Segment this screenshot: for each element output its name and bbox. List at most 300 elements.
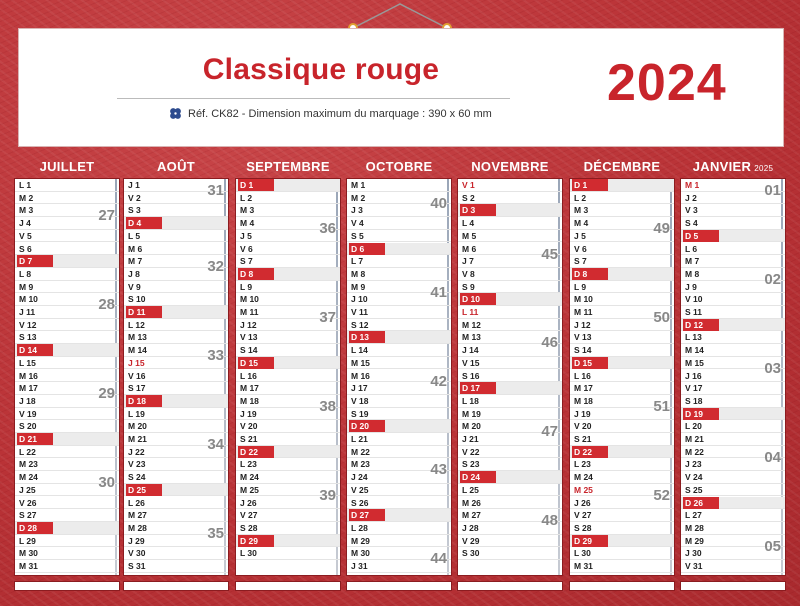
day-label: L 30 [574, 548, 591, 559]
day-row [15, 192, 119, 205]
month-heading [123, 158, 229, 176]
day-label: S 5 [351, 230, 364, 241]
day-row [124, 509, 228, 522]
day-row [570, 192, 674, 205]
day-label: L 28 [351, 522, 368, 533]
day-row [570, 179, 674, 192]
saint-placeholder [721, 510, 771, 520]
saint-placeholder [164, 459, 214, 469]
day-row [458, 204, 562, 217]
day-label: S 13 [19, 332, 37, 343]
day-label: D 13 [349, 331, 385, 343]
day-label: M 11 [240, 307, 259, 317]
saint-placeholder [610, 371, 660, 381]
month-column [680, 178, 786, 576]
day-label: M 8 [351, 268, 366, 279]
day-label: D 28 [17, 522, 53, 534]
day-label: M 15 [685, 357, 704, 368]
day-label: J 1 [128, 180, 140, 190]
day-label: J 22 [128, 446, 145, 457]
saint-placeholder [276, 256, 326, 266]
saint-placeholder [55, 332, 105, 342]
month-column [346, 178, 452, 576]
day-label: J 5 [574, 230, 586, 241]
month-name: JANVIER [692, 159, 752, 174]
day-label: V 20 [240, 421, 258, 432]
day-row [458, 306, 562, 319]
month-year-suffix: 2025 [754, 164, 774, 173]
week-number: 37 [319, 309, 336, 326]
month-heading [680, 158, 786, 176]
saint-placeholder [55, 231, 105, 241]
week-number: 40 [430, 194, 447, 212]
saint-placeholder [276, 472, 326, 482]
day-label: V 13 [574, 332, 592, 343]
day-row [681, 204, 785, 217]
day-label: J 10 [351, 294, 368, 305]
day-label: S 31 [128, 561, 146, 571]
day-row [15, 509, 119, 522]
saint-placeholder [55, 371, 105, 381]
day-label: J 30 [685, 548, 702, 559]
day-label: M 10 [240, 294, 259, 305]
saint-placeholder [610, 358, 660, 368]
week-number: 35 [207, 524, 224, 542]
day-label: S 6 [19, 243, 32, 254]
day-label: S 19 [351, 408, 369, 419]
saint-placeholder [276, 294, 326, 304]
day-row [15, 547, 119, 560]
day-label: S 11 [685, 307, 703, 317]
day-row [15, 357, 119, 370]
day-label: L 26 [128, 497, 145, 508]
month-footer [457, 581, 563, 591]
saint-placeholder [164, 421, 214, 431]
day-label: D 12 [683, 319, 719, 331]
day-row [458, 547, 562, 560]
day-label: S 9 [462, 281, 475, 292]
day-label: M 28 [128, 522, 147, 533]
day-row [15, 281, 119, 294]
week-number: 49 [653, 220, 670, 238]
day-label: J 7 [462, 256, 474, 267]
day-row [236, 547, 340, 560]
saint-placeholder [164, 510, 214, 520]
saint-placeholder [610, 193, 660, 203]
saint-placeholder [276, 205, 326, 215]
day-row [124, 281, 228, 294]
day-label: D 22 [238, 446, 274, 458]
month-name: NOVEMBRE [471, 159, 549, 174]
day-row [236, 458, 340, 471]
day-row [124, 382, 228, 395]
day-row [681, 408, 785, 421]
day-label: L 21 [351, 434, 368, 444]
saint-placeholder [55, 180, 105, 190]
day-label: M 3 [19, 205, 34, 216]
day-label: J 12 [574, 319, 591, 330]
day-label: M 17 [240, 383, 259, 394]
day-label: M 19 [462, 408, 481, 419]
week-number: 34 [207, 436, 224, 453]
day-label: J 5 [240, 230, 252, 241]
week-number: 01 [764, 182, 781, 199]
day-row [681, 420, 785, 433]
day-label: J 12 [240, 319, 257, 330]
day-row [458, 268, 562, 281]
saint-placeholder [721, 472, 771, 482]
saint-placeholder [164, 561, 214, 571]
day-row [681, 306, 785, 319]
saint-placeholder [610, 421, 660, 431]
week-number: 30 [98, 474, 115, 492]
day-label: S 20 [19, 421, 37, 432]
day-row [681, 509, 785, 522]
day-label: L 25 [462, 484, 479, 495]
week-number: 44 [430, 550, 447, 568]
saint-placeholder [164, 320, 214, 330]
day-row [124, 471, 228, 484]
day-label: M 23 [19, 459, 38, 470]
saint-placeholder [610, 548, 660, 558]
year-label: 2024 [607, 54, 727, 112]
saint-placeholder [498, 472, 548, 482]
day-row [570, 458, 674, 471]
saint-placeholder [498, 231, 548, 241]
saint-placeholder [721, 307, 771, 317]
saint-placeholder [610, 523, 660, 533]
saint-placeholder [721, 383, 771, 393]
saint-placeholder [721, 523, 771, 533]
day-row [458, 192, 562, 205]
saint-placeholder [164, 282, 214, 292]
day-label: M 18 [240, 395, 259, 406]
day-label: M 6 [462, 243, 477, 254]
saint-placeholder [721, 409, 771, 419]
day-label: J 19 [574, 408, 591, 419]
day-row [347, 357, 451, 370]
day-label: M 20 [128, 421, 147, 432]
day-row [681, 217, 785, 230]
day-row [458, 408, 562, 421]
day-row [236, 192, 340, 205]
week-number: 51 [653, 397, 670, 415]
day-label: M 24 [240, 472, 259, 483]
day-row [570, 382, 674, 395]
day-row [347, 446, 451, 459]
saint-placeholder [387, 231, 437, 241]
day-row [15, 179, 119, 192]
saint-placeholder [276, 421, 326, 431]
day-label: M 25 [574, 484, 593, 495]
saint-placeholder [276, 345, 326, 355]
day-row [570, 243, 674, 256]
day-row [570, 255, 674, 268]
saint-placeholder [721, 294, 771, 304]
saint-placeholder [498, 358, 548, 368]
day-label: M 13 [462, 332, 481, 343]
day-label: L 9 [574, 281, 587, 292]
day-label: J 29 [128, 535, 145, 546]
saint-placeholder [498, 383, 548, 393]
saint-placeholder [498, 205, 548, 215]
saint-placeholder [387, 345, 437, 355]
day-label: M 21 [685, 434, 704, 444]
day-label: M 1 [351, 180, 366, 190]
reference-text: Réf. CK82 - Dimension maximum du marquage : 390 x 60 mm [188, 107, 492, 120]
day-row [236, 446, 340, 459]
day-label: J 9 [685, 281, 697, 292]
month-name: AOÛT [156, 159, 196, 174]
day-label: M 12 [462, 319, 481, 330]
saint-placeholder [276, 447, 326, 457]
reference-line [169, 107, 492, 120]
saint-placeholder [387, 523, 437, 533]
day-row [124, 547, 228, 560]
day-row [236, 370, 340, 383]
day-row [570, 370, 674, 383]
day-label: D 1 [238, 179, 274, 191]
day-row [458, 230, 562, 243]
day-label: D 15 [572, 357, 608, 369]
week-number: 43 [430, 461, 447, 479]
month-column [235, 178, 341, 576]
day-label: L 4 [462, 218, 475, 229]
day-label: J 28 [462, 522, 479, 533]
saint-placeholder [610, 434, 660, 444]
day-label: J 17 [351, 383, 368, 394]
saint-placeholder [387, 396, 437, 406]
day-row [458, 281, 562, 294]
day-label: M 4 [240, 218, 255, 229]
week-number: 52 [653, 486, 670, 504]
day-label: M 7 [685, 256, 700, 267]
day-row [681, 522, 785, 535]
day-label: M 3 [574, 205, 589, 216]
saint-placeholder [610, 332, 660, 342]
day-row [347, 522, 451, 535]
day-label: S 30 [462, 548, 480, 559]
saint-placeholder [610, 294, 660, 304]
saint-placeholder [276, 536, 326, 546]
saint-placeholder [387, 409, 437, 419]
day-row [124, 243, 228, 256]
day-label: L 13 [685, 332, 702, 343]
day-label: L 2 [574, 192, 587, 203]
day-label: V 10 [685, 294, 703, 305]
day-label: D 17 [460, 382, 496, 394]
day-label: M 16 [351, 370, 370, 381]
day-label: V 1 [462, 180, 475, 190]
day-label: M 11 [574, 307, 593, 317]
saint-placeholder [55, 409, 105, 419]
day-label: V 12 [19, 319, 37, 330]
day-row [458, 484, 562, 497]
week-number: 36 [319, 220, 336, 238]
day-row [458, 395, 562, 408]
saint-placeholder [164, 205, 214, 215]
day-row [458, 293, 562, 306]
day-row [15, 408, 119, 421]
day-label: V 4 [351, 218, 364, 229]
week-number: 46 [541, 334, 558, 352]
saint-placeholder [721, 345, 771, 355]
day-label: D 14 [17, 344, 53, 356]
saint-placeholder [276, 193, 326, 203]
saint-placeholder [55, 256, 105, 266]
saint-placeholder [276, 282, 326, 292]
day-row [458, 458, 562, 471]
day-row [124, 306, 228, 319]
day-label: J 26 [574, 497, 591, 508]
saint-placeholder [55, 269, 105, 279]
day-row [124, 293, 228, 306]
week-number: 03 [764, 359, 781, 377]
saint-placeholder [276, 510, 326, 520]
day-row [347, 268, 451, 281]
day-row [681, 331, 785, 344]
day-label: S 12 [351, 319, 369, 330]
day-label: M 13 [128, 332, 147, 343]
day-row [236, 433, 340, 446]
day-label: J 15 [128, 357, 145, 368]
month-heading [235, 158, 341, 176]
day-label: V 5 [19, 230, 32, 241]
day-row [124, 230, 228, 243]
week-number: 45 [541, 245, 558, 263]
day-label: L 22 [19, 446, 36, 457]
day-row [570, 204, 674, 217]
saint-placeholder [55, 447, 105, 457]
day-label: D 20 [349, 420, 385, 432]
day-label: M 9 [19, 281, 34, 292]
day-row [347, 179, 451, 192]
day-label: M 30 [19, 548, 38, 559]
saint-placeholder [610, 472, 660, 482]
day-row [15, 331, 119, 344]
day-label: S 26 [351, 497, 369, 508]
day-label: D 26 [683, 497, 719, 509]
month-footer [346, 581, 452, 591]
day-label: D 5 [683, 230, 719, 242]
saint-placeholder [610, 536, 660, 546]
saint-placeholder [721, 561, 771, 571]
day-row [458, 497, 562, 510]
saint-placeholder [721, 244, 771, 254]
day-label: V 8 [462, 268, 475, 279]
day-row [236, 281, 340, 294]
saint-placeholder [721, 332, 771, 342]
day-row [570, 331, 674, 344]
day-label: L 9 [240, 281, 253, 292]
day-label: J 18 [19, 395, 36, 406]
day-row [570, 471, 674, 484]
day-label: D 19 [683, 408, 719, 420]
saint-placeholder [164, 409, 214, 419]
saint-placeholder [498, 459, 548, 469]
day-row [236, 535, 340, 548]
saint-placeholder [387, 421, 437, 431]
day-row [681, 484, 785, 497]
day-row [570, 446, 674, 459]
day-row [681, 497, 785, 510]
day-label: D 24 [460, 471, 496, 483]
day-label: S 28 [574, 522, 592, 533]
day-label: L 2 [240, 192, 253, 203]
day-row [124, 560, 228, 573]
day-row [124, 319, 228, 332]
day-row [236, 509, 340, 522]
day-row [570, 281, 674, 294]
saint-placeholder [276, 459, 326, 469]
day-row [570, 433, 674, 446]
day-label: V 3 [685, 205, 698, 216]
day-row [570, 522, 674, 535]
day-label: J 2 [685, 192, 697, 203]
week-number: 29 [98, 385, 115, 403]
day-label: L 19 [128, 408, 145, 419]
day-label: M 23 [351, 459, 370, 470]
day-label: V 23 [128, 459, 146, 470]
saint-placeholder [498, 193, 548, 203]
day-label: S 17 [128, 383, 146, 394]
saint-placeholder [610, 180, 660, 190]
saint-placeholder [164, 332, 214, 342]
week-number: 41 [430, 283, 447, 301]
day-label: M 14 [685, 345, 704, 356]
day-label: S 16 [462, 370, 480, 381]
day-label: V 16 [128, 370, 146, 381]
day-row [681, 433, 785, 446]
day-label: V 17 [685, 383, 703, 394]
day-label: S 4 [685, 218, 698, 229]
saint-placeholder [498, 320, 548, 330]
saint-placeholder [721, 485, 771, 495]
day-label: D 27 [349, 509, 385, 521]
header-panel [18, 28, 784, 147]
month-column [14, 178, 120, 576]
month-column [457, 178, 563, 576]
day-row [681, 319, 785, 332]
day-row [15, 433, 119, 446]
day-label: S 28 [240, 522, 258, 533]
day-row [236, 471, 340, 484]
day-row [15, 370, 119, 383]
week-number: 02 [764, 270, 781, 288]
day-label: V 20 [574, 421, 592, 432]
day-label: L 14 [351, 345, 368, 356]
day-row [681, 255, 785, 268]
saint-placeholder [55, 244, 105, 254]
day-label: L 23 [240, 459, 257, 470]
saint-placeholder [55, 434, 105, 444]
day-label: M 17 [19, 383, 38, 394]
day-label: M 2 [19, 192, 34, 203]
saint-placeholder [387, 434, 437, 444]
day-label: M 4 [574, 218, 589, 229]
saint-placeholder [55, 561, 105, 571]
saint-placeholder [721, 396, 771, 406]
month-name: JUILLET [39, 159, 95, 174]
day-row [681, 395, 785, 408]
day-label: M 29 [351, 535, 370, 546]
saint-placeholder [610, 244, 660, 254]
day-row [681, 344, 785, 357]
day-row [236, 179, 340, 192]
day-label: J 25 [19, 484, 36, 495]
month-name: OCTOBRE [365, 159, 433, 174]
saint-placeholder [387, 332, 437, 342]
